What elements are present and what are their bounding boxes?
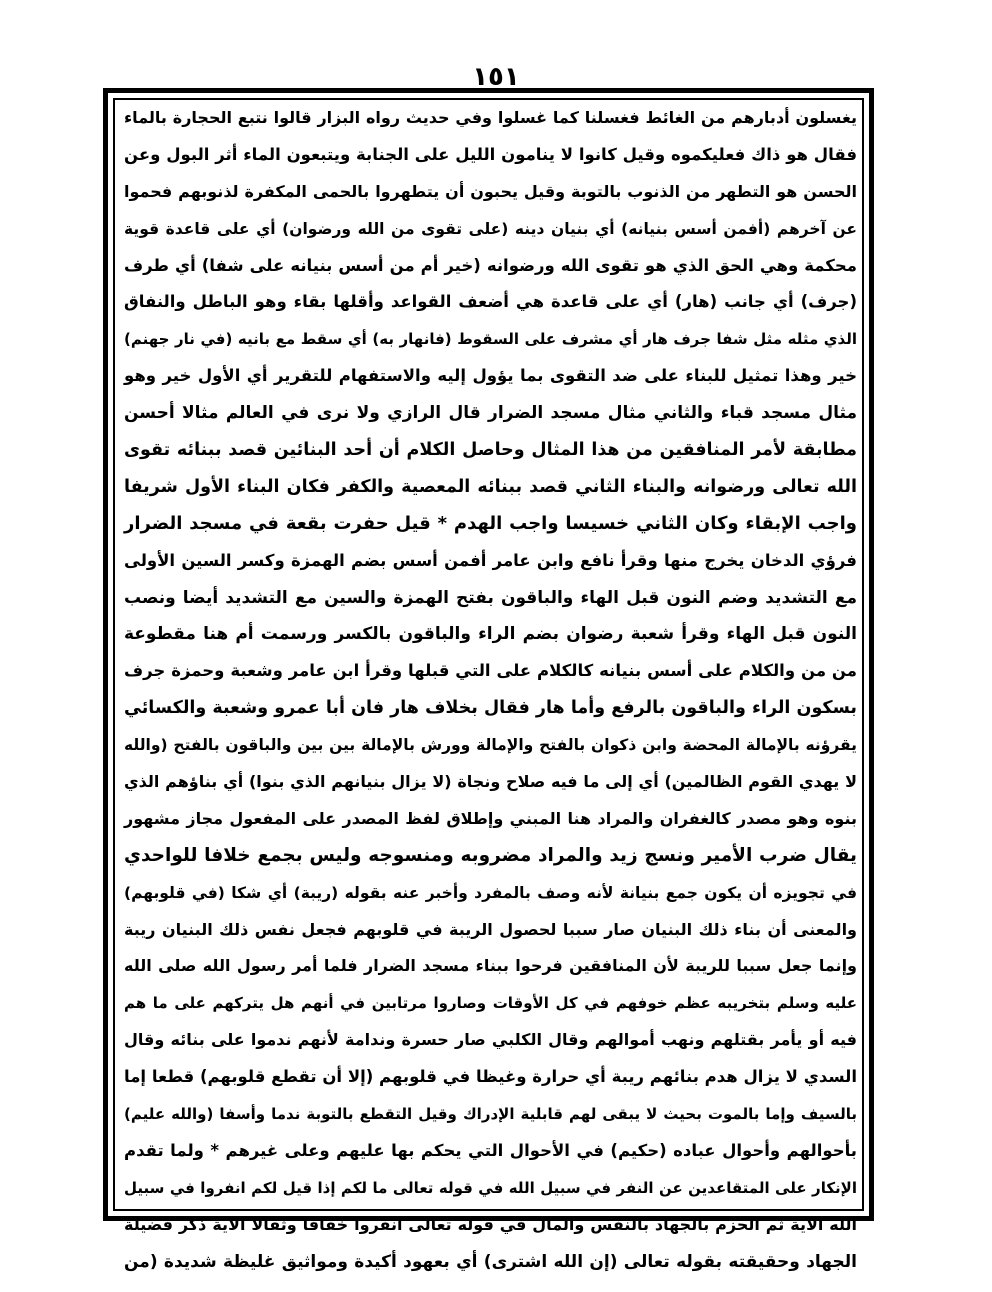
- text-line: بسكون الراء والباقون بالرفع وأما هار فقال بخلاف هار فان أبا عمرو وشعبة والكسائي: [124, 698, 857, 719]
- text-line: يقال ضرب الأمير ونسج زيد والمراد مضروبه ومنسوجه وليس بجمع خلافا للواحدي: [124, 844, 857, 866]
- text-line: الله تعالى ورضوانه والبناء الثاني قصد ببنائه المعصية والكفر فكان البناء الأول شريفا: [124, 476, 857, 497]
- text-line: الله الآية ثم الحزم بالجهاد بالنفس والمال في قوله تعالى انفروا خفافا وثقالا الآية ذكر فضيلة: [124, 1214, 857, 1234]
- text-line: وإنما جعل سببا للريبة لأن المنافقين فرحوا ببناء مسجد الضرار فلما أمر رسول الله صلى الله: [124, 956, 857, 976]
- text-line: فرؤي الدخان يخرج منها وقرأ نافع وابن عامر أفمن أسس بضم الهمزة وكسر السين الأولى: [124, 550, 857, 570]
- text-line: بنوه وهو مصدر كالغفران والمراد هنا المبني وإطلاق لفظ المصدر على المفعول مجاز مشهور: [124, 808, 857, 828]
- text-line: والمعنى أن بناء ذلك البنيان صار سببا لحصول الريبة في قلوبهم فجعل نفس ذلك البنيان ريبة: [124, 919, 857, 939]
- text-line: لا يهدي القوم الظالمين) أي إلى ما فيه صلاح ونجاة (لا يزال بنيانهم الذي بنوا) أي بناؤهم الذي: [124, 772, 857, 792]
- text-line: مثال مسجد قباء والثاني مثال مسجد الضرار قال الرازي ولا نرى في العالم مثالا أحسن: [124, 403, 857, 424]
- text-line: فيه أو يأمر بقتلهم ونهب أموالهم وقال الكلبي صار حسرة وندامة لأنهم ندموا على بنائه وقال: [124, 1030, 857, 1050]
- text-line: يغسلون أدبارهم من الغائط فغسلنا كما غسلوا وفي حديث رواه البزار قالوا نتبع الحجارة بالماء: [124, 108, 857, 127]
- text-line: الإنكار على المتقاعدين عن النفر في سبيل الله في قوله تعالى ما لكم إذا قيل لكم انفروا في سبيل: [124, 1178, 857, 1197]
- text-line: الحسن هو التطهر من الذنوب بالتوبة وقيل يحبون أن يتطهروا بالحمى المكفرة لذنوبهم فحموا: [124, 181, 857, 201]
- text-line: مع التشديد وضم النون قبل الهاء والباقون بفتح الهمزة والسين مع التشديد أيضا ونصب: [124, 587, 857, 608]
- text-line: السدي لا يزال هدم بنائهم ريبة أي حرارة وغيظا في قلوبهم (إلا أن تقطع قلوبهم) قطعا إما: [124, 1067, 857, 1087]
- text-line: في تجويزه أن يكون جمع بنيانة لأنه وصف بالمفرد وأخبر عنه بقوله (ريبة) أي شكا (في قلوبهم): [124, 883, 857, 902]
- text-line: من من والكلام على أسس بنيانه كالكلام على التي قبلها وقرأ ابن عامر وشعبة وحمزة جرف: [124, 661, 857, 681]
- text-line: بأحوالهم وأحوال عباده (حكيم) في الأحوال التي يحكم بها عليهم وعلى غيرهم * ولما تقدم: [124, 1140, 857, 1160]
- text-line: عليه وسلم بتخريبه عظم خوفهم في كل الأوقات وصاروا مرتابين في أنهم هل يتركهم على ما هم: [124, 994, 857, 1013]
- text-line: مطابقة لأمر المنافقين من هذا المثال وحاصل الكلام أن أحد البنائين قصد ببنائه تقوى: [124, 440, 857, 461]
- text-line: خير وهذا تمثيل للبناء على ضد التقوى بما يؤول إليه والاستفهام للتقرير أي الأول خير وهو: [124, 366, 857, 386]
- text-line: الذي مثله مثل شفا جرف هار أي مشرف على السقوط (فانهار به) أي سقط مع بانيه (في نار جهنم): [124, 330, 857, 349]
- text-line: (جرف) أي جانب (هار) أي على قاعدة هي أضعف القواعد وأقلها بقاء وهو الباطل والنفاق: [124, 292, 857, 312]
- text-line: فقال هو ذاك فعليكموه وقيل كانوا لا ينامون الليل على الجنابة ويتبعون الماء أثر البول وعن: [124, 144, 857, 164]
- page-number: ١٥١: [472, 62, 520, 92]
- text-line: عن آخرهم (أفمن أسس بنيانه) أي بنيان دينه (على تقوى من الله ورضوان) أي على قاعدة قوية: [124, 219, 857, 238]
- text-line: الجهاد وحقيقته بقوله تعالى (إن الله اشترى) أي بعهود أكيدة ومواثيق غليظة شديدة (من: [124, 1251, 857, 1272]
- text-line: بالسيف وإما بالموت بحيث لا يبقى لهم قابلية الإدراك وقيل التقطع بالتوبة ندما وأسفا (والله عليم): [124, 1105, 857, 1124]
- text-line: النون قبل الهاء وقرأ شعبة رضوان بضم الراء والباقون بالكسر ورسمت أم هنا مقطوعة: [124, 624, 857, 645]
- text-line: محكمة وهي الحق الذي هو تقوى الله ورضوانه (خير أم من أسس بنيانه على شفا) أي طرف: [124, 255, 857, 275]
- text-line: يقرؤنه بالإمالة المحضة وابن ذكوان بالفتح والإمالة وورش بالإمالة بين بين والباقون بالفتح (والله: [124, 736, 857, 755]
- text-line: واجب الإبقاء وكان الثاني خسيسا واجب الهدم * قيل حفرت بقعة في مسجد الضرار: [124, 512, 857, 534]
- body-text: [124, 100, 857, 1272]
